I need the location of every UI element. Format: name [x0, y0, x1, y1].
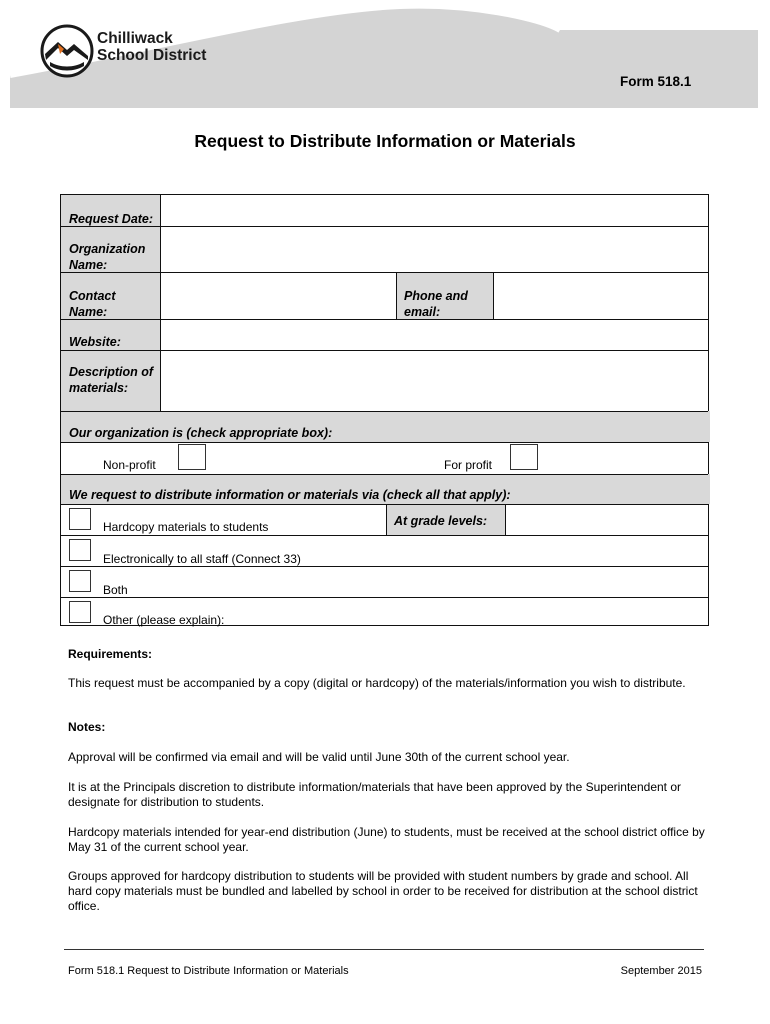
both-label: Both — [103, 583, 128, 597]
description-label — [61, 358, 153, 396]
non-profit-label: Non-profit — [103, 458, 156, 472]
both-checkbox[interactable] — [69, 570, 91, 592]
row-divider — [61, 411, 708, 412]
note-paragraph: Hardcopy materials intended for year-end distribution (June) to students, must be received at the school district office by May 31 of the current school year. — [68, 825, 705, 854]
note-paragraph: It is at the Principals discretion to distribute information/materials that have been approved by the Superintendent or designate for distribution to students. — [68, 780, 682, 809]
row-divider — [61, 597, 708, 598]
page-title: Request to Distribute Information or Materials — [194, 131, 576, 151]
non-profit-checkbox[interactable] — [178, 444, 206, 470]
logo-line-1: Chilliwack — [97, 30, 173, 47]
description-field[interactable] — [161, 351, 710, 411]
electronic-checkbox[interactable] — [69, 539, 91, 561]
description-label-line1: Description of — [69, 365, 154, 379]
grade-levels-field[interactable] — [506, 505, 710, 535]
org-type-heading: Our organization is (check appropriate box): — [69, 426, 333, 440]
organization-label — [61, 235, 145, 273]
contact-name-field[interactable] — [161, 273, 396, 319]
requirements-text: This request must be accompanied by a copy (digital or hardcopy) of the materials/information you wish to distribute. — [68, 676, 686, 690]
logo-line-2: School District — [97, 47, 207, 64]
phone-email-label — [396, 282, 468, 320]
electronic-label: Electronically to all staff (Connect 33) — [103, 552, 301, 566]
footer-form-title: Form 518.1 Request to Distribute Information or Materials — [68, 965, 349, 977]
row-divider — [61, 566, 708, 567]
footer-date: September 2015 — [620, 965, 702, 977]
notes-heading: Notes: — [68, 720, 106, 734]
district-logo-icon — [40, 24, 94, 78]
contact-label — [61, 282, 116, 320]
hardcopy-checkbox[interactable] — [69, 508, 91, 530]
website-field[interactable] — [161, 320, 710, 350]
phone-email-field[interactable] — [494, 273, 710, 319]
note-paragraph: Approval will be confirmed via email and will be valid until June 30th of the current school year. — [68, 750, 570, 764]
request-date-label: Request Date: — [69, 212, 154, 226]
phone-label-line1: Phone and — [404, 289, 468, 303]
other-checkbox[interactable] — [69, 601, 91, 623]
contact-label-line2: Name: — [69, 305, 108, 319]
for-profit-label: For profit — [444, 458, 493, 472]
row-divider — [61, 535, 708, 536]
footer-rule — [64, 949, 704, 950]
phone-label-line2: email: — [404, 305, 441, 319]
organization-label-line2: Name: — [69, 258, 108, 272]
other-label: Other (please explain): — [103, 613, 225, 627]
website-label: Website: — [69, 335, 121, 349]
row-divider — [61, 442, 708, 443]
contact-label-line1: Contact — [69, 289, 116, 303]
grade-levels-label: At grade levels: — [394, 514, 488, 528]
distribution-heading: We request to distribute information or materials via (check all that apply): — [69, 488, 511, 502]
for-profit-checkbox[interactable] — [510, 444, 538, 470]
requirements-heading: Requirements: — [68, 647, 153, 661]
hardcopy-label: Hardcopy materials to students — [103, 520, 269, 534]
organization-label-line1: Organization — [69, 242, 146, 256]
note-paragraph: Groups approved for hardcopy distribution to students will be provided with student numbers by grade and school. All hard copy materials must be bundled and labelled by school in order to be received for distribution at the school district office. — [68, 869, 698, 913]
form-number: Form 518.1 — [620, 74, 692, 89]
request-form — [60, 194, 709, 626]
district-name — [97, 30, 206, 64]
description-label-line2: materials: — [69, 381, 129, 395]
organization-name-field[interactable] — [161, 227, 710, 272]
request-date-field[interactable] — [161, 195, 710, 226]
row-divider — [61, 474, 708, 475]
